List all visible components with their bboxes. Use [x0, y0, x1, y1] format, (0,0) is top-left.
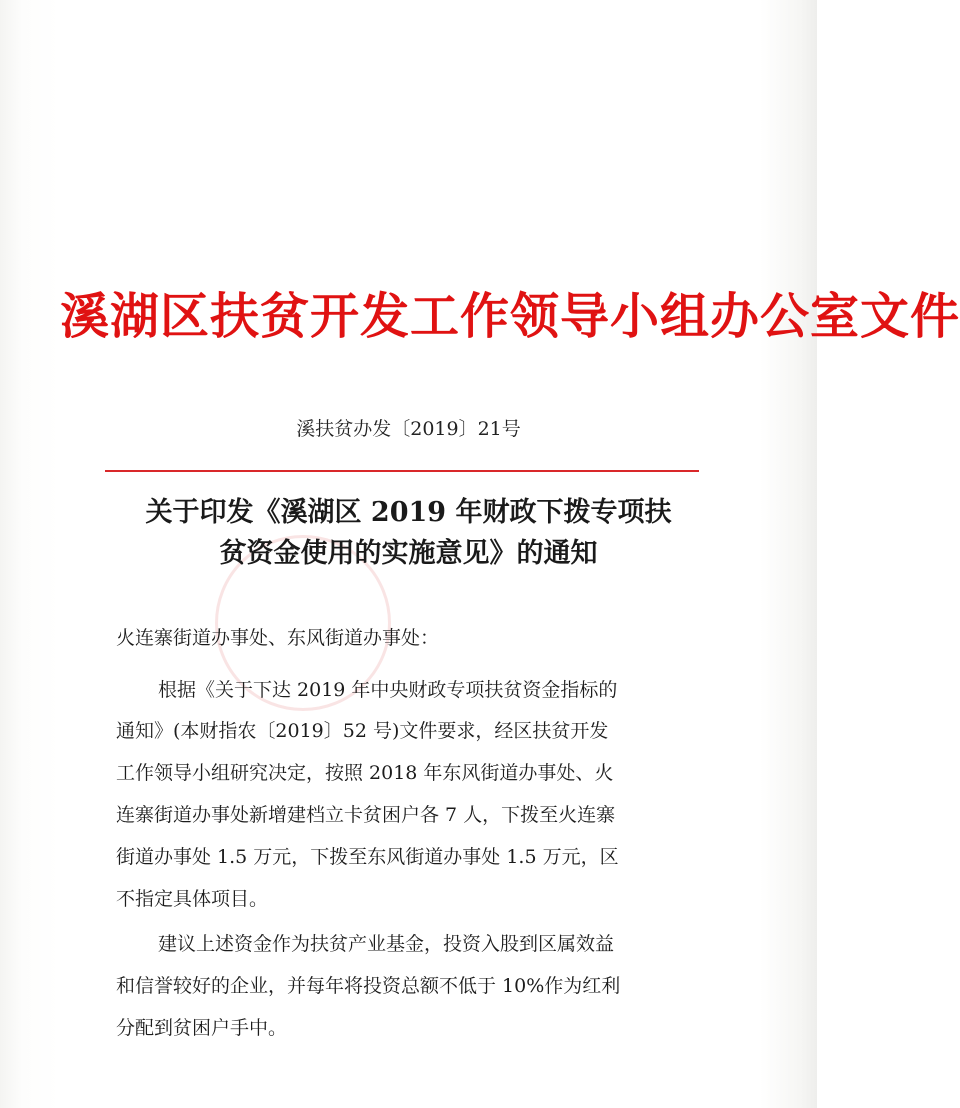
body-line: 建议上述资金作为扶贫产业基金，投资入股到区属效益	[158, 933, 615, 955]
document-title	[90, 492, 727, 574]
body-line: 根据《关于下达 2019 年中央财政专项扶贫资金指标的	[158, 679, 618, 701]
salutation: 火连寨街道办事处、东风街道办事处：	[116, 627, 440, 649]
document-title-line-2: 贫资金使用的实施意见》的通知	[219, 538, 598, 569]
body-line: 连寨街道办事处新增建档立卡贫困户各 7 人，下拨至火连寨	[116, 804, 616, 826]
issuer-header-title: 溪湖区扶贫开发工作领导小组办公室文件	[60, 287, 960, 345]
body-line: 通知》(本财指农〔2019〕52 号)文件要求，经区扶贫开发	[116, 720, 609, 742]
body-line: 工作领导小组研究决定，按照 2018 年东风街道办事处、火	[116, 762, 614, 784]
body-line: 不指定具体项目。	[116, 888, 269, 910]
document-number: 溪扶贫办发〔2019〕21号	[296, 418, 521, 440]
body-line: 街道办事处 1.5 万元，下拨至东风街道办事处 1.5 万元，区	[116, 846, 619, 868]
body-line: 和信誉较好的企业，并每年将投资总额不低于 10%作为红利	[116, 975, 621, 997]
red-divider-line	[105, 470, 699, 472]
document-title-line-1: 关于印发《溪湖区 2019 年财政下拨专项扶	[145, 497, 672, 528]
body-line: 分配到贫困户手中。	[116, 1017, 288, 1039]
